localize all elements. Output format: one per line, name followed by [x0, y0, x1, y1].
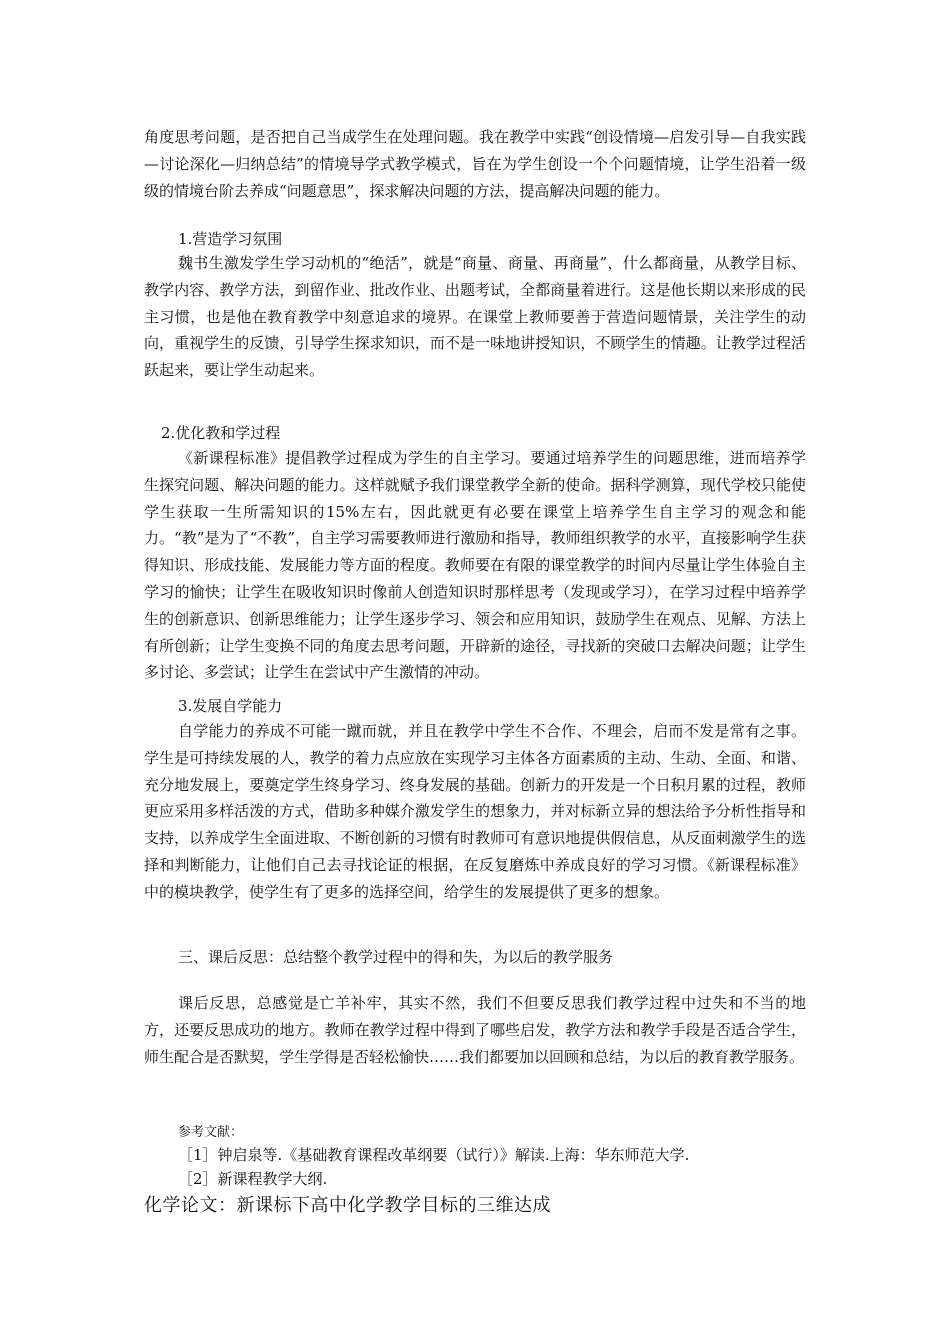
- section1-heading: 1.营造学习氛围: [178, 230, 283, 248]
- reference-item: ［1］钟启泉等.《基础教育课程改革纲要（试行）》解读.上海：华东师范大学.: [178, 1146, 690, 1164]
- part3-paragraph: [144, 990, 806, 1070]
- reference-item: ［2］新课程教学大纲.: [178, 1170, 328, 1188]
- part3-body: 课后反思，总感觉是亡羊补牢，其实不然，我们不但要反思我们教学过程中过失和不当的地方，还要反思成功的地方。教师在教学过程中得到了哪些启发，教学方法和教学手段是否适合学生，师生配合是否默契，学生学得是否轻松愉快……我们都要加以回顾和总结，为以后的教育教学服务。: [144, 994, 806, 1066]
- references-title: 参考文献：: [178, 1125, 244, 1140]
- section2-heading: 2.优化教和学过程: [161, 424, 281, 442]
- section3-body: 自学能力的养成不可能一蹴而就，并且在教学中学生不合作、不理会，启而不发是常有之事。学生是可持续发展的人，教学的着力点应放在实现学习主体各方面素质的主动、生动、全面、和谐、充分地发展上，要奠定学生终身学习、终身发展的基础。创新力的开发是一个日积月累的过程，教师更应采用多样活泼的方式，借助多种媒介激发学生的想象力，并对标新立异的想法给予分析性指导和支持，以养成学生全面进取、不断创新的习惯有时教师可有意识地提供假信息，从反面刺激学生的选择和判断能力，让他们自己去寻找论证的根据，在反复磨炼中养成良好的学习习惯。《新课程标准》中的模块教学，使学生有了更多的选择空间，给学生的发展提供了更多的想象。: [144, 722, 806, 901]
- intro-paragraph: [144, 124, 806, 204]
- section1-body: 魏书生激发学生学习动机的“绝活”，就是“商量、商量、再商量”，什么都商量，从教学目标、教学内容、教学方法，到留作业、批改作业、出题考试，全都商量着进行。这是他长期以来形成的民主习惯，也是他在教育教学中刻意追求的境界。在课堂上教师要善于营造问题情景，关注学生的动向，重视学生的反馈，引导学生探求知识，而不是一味地讲授知识，不顾学生的情趣。让教学过程活跃起来，要让学生动起来。: [144, 254, 806, 380]
- section2-paragraph: [144, 445, 806, 686]
- part3-heading: 三、课后反思：总结整个教学过程中的得和失，为以后的教学服务: [178, 948, 614, 966]
- section1-paragraph: [144, 250, 806, 384]
- intro-text: 角度思考问题，是否把自己当成学生在处理问题。我在教学中实践“创设情境—启发引导—自我实践—讨论深化—归纳总结”的情境导学式教学模式，旨在为学生创设一个个问题情境，让学生沿着一级级的情境台阶去养成“问题意思”，探求解决问题的方法，提高解决问题的能力。: [144, 128, 806, 200]
- section3-paragraph: [144, 718, 806, 906]
- section3-heading: 3.发展自学能力: [178, 697, 283, 715]
- next-article-title: 化学论文：新课标下高中化学教学目标的三维达成: [144, 1195, 551, 1216]
- section2-body: 《新课程标准》提倡教学过程成为学生的自主学习。要通过培养学生的问题思维，进而培养学生探究问题、解决问题的能力。这样就赋予我们课堂教学全新的使命。据科学测算，现代学校只能使学生获取一生所需知识的15%左右，因此就更有必要在课堂上培养学生自主学习的观念和能力。“教”是为了“不教”，自主学习需要教师进行激励和指导，教师组织教学的水平，直接影响学生获得知识、形成技能、发展能力等方面的程度。教师要在有限的课堂教学的时间内尽量让学生体验自主学习的愉快；让学生在吸收知识时像前人创造知识时那样思考（发现或学习），在学习过程中培养学生的创新意识、创新思维能力；让学生逐步学习、领会和应用知识，鼓励学生在观点、见解、方法上有所创新；让学生变换不同的角度去思考问题，开辟新的途径，寻找新的突破口去解决问题；让学生多讨论、多尝试；让学生在尝试中产生激情的冲动。: [144, 449, 806, 682]
